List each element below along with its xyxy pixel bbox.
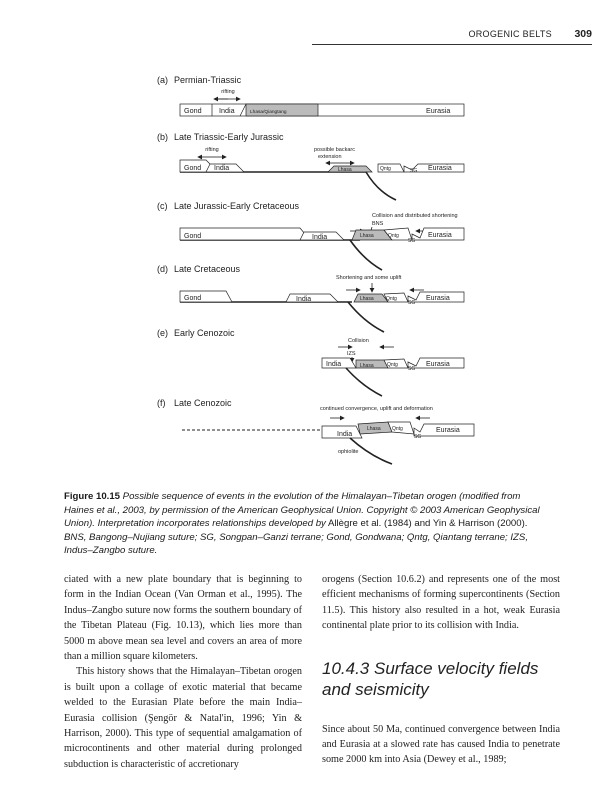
panel-c-bns: BNS <box>372 221 384 227</box>
caption-label: Figure 10.15 <box>64 491 120 502</box>
section-heading: 10.4.3 Surface velocity fields and seismicity <box>322 658 539 699</box>
body-paragraph: ciated with a new plate boundary that is beginning to form in the Indian Ocean (Van Orman et al., 1995). The Indus–Zangbo suture now forms the southern boundary of the Tibetan Plateau (Fig. 10.13), which lies more than 5000 m above mean sea level and covers an area of more than a million square kilometers. <box>64 574 302 663</box>
caption-reference: Allègre et al. (1984) and Yin & Harrison (2000). <box>328 518 528 530</box>
plate-sg: SG <box>410 168 418 174</box>
body-column-right <box>322 572 560 768</box>
caption-text: Possible sequence of events in the evolution of the Himalayan–Tibetan orogen (modified from Haines et al., 2003, by permission of the American Geophysical Union. Copyright © 2003 American Geophysical Union). Interpretation incorporates relationships developed by <box>64 491 540 530</box>
plate-india: India <box>337 431 353 438</box>
figure-diagram <box>0 60 615 480</box>
plate-lhasa: Lhasa <box>338 167 352 173</box>
panel-c <box>157 201 464 270</box>
plate-qntg: Qntg <box>392 426 403 432</box>
plate-lhasa-qiangtang: Lhasa/Qiangtang <box>250 110 287 115</box>
panel-d <box>157 264 464 332</box>
plate-eurasia: Eurasia <box>436 427 460 434</box>
panel-b-backarc-1: possible backarc <box>314 147 355 153</box>
header-rule <box>312 44 592 45</box>
plate-india: India <box>219 106 235 115</box>
plate-qntg: Qntg <box>380 166 391 172</box>
panel-b <box>157 132 464 200</box>
panel-d-label: (d) <box>157 264 168 274</box>
plate-eurasia: Eurasia <box>428 232 452 239</box>
body-column-left <box>64 572 302 772</box>
plate-sg: SG <box>414 434 422 440</box>
body-paragraph: Since about 50 Ma, continued convergence between India and Eurasia at a slowed rate has caused India to penetrate some 2000 km into Asia (Dewey et al., 1989; <box>322 723 560 766</box>
page-header <box>312 29 592 43</box>
plate-lhasa: Lhasa <box>367 426 381 432</box>
plate-lhasa: Lhasa <box>360 233 374 239</box>
running-title: OROGENIC BELTS <box>468 29 552 39</box>
panel-b-label: (b) <box>157 132 168 142</box>
plate-qntg: Qntg <box>387 362 398 368</box>
plate-eurasia: Eurasia <box>428 165 452 172</box>
plate-lhasa: Lhasa <box>360 296 374 302</box>
plate-qntg: Qntg <box>386 296 397 302</box>
figure-10-15 <box>0 60 615 485</box>
panel-f-note: continued convergence, uplift and deformation <box>320 406 433 412</box>
page-number: 309 <box>574 28 592 40</box>
figure-caption <box>64 490 550 558</box>
panel-b-backarc-2: extension <box>318 154 342 160</box>
panel-e-title: Early Cenozoic <box>174 328 235 338</box>
panel-a-title: Permian-Triassic <box>174 75 242 85</box>
panel-a-rifting: rifting <box>221 89 235 95</box>
panel-e-collision: Collision <box>348 338 369 344</box>
subducting-slab <box>348 302 384 332</box>
body-paragraph: orogens (Section 10.6.2) and represents one of the most efficient mechanisms of forming supercontinents (Section 11.5). This history also resulted in a hot, weak Eurasia continental plate prior to its collision with India. <box>322 574 560 632</box>
plate-qntg: Qntg <box>388 233 399 239</box>
plate-india: India <box>214 165 230 172</box>
plate-india: India <box>312 234 328 241</box>
panel-d-note: Shortening and some uplift <box>336 275 402 281</box>
plate-lhasa: Lhasa <box>360 363 374 369</box>
plate-eurasia: Eurasia <box>426 295 450 302</box>
panel-e-label: (e) <box>157 328 168 338</box>
subducting-slab <box>346 368 382 396</box>
panel-c-note: Collision and distributed shortening <box>372 213 458 219</box>
plate-india: India <box>326 361 342 368</box>
panel-e <box>157 328 464 396</box>
plate-gond: Gond <box>184 295 202 302</box>
plate-eurasia: Eurasia <box>426 106 451 115</box>
panel-c-label: (c) <box>157 201 168 211</box>
panel-f-title: Late Cenozoic <box>174 398 232 408</box>
plate-gond: Gond <box>184 106 202 115</box>
plate-india: India <box>296 296 312 303</box>
panel-a-label: (a) <box>157 75 168 85</box>
panel-b-title: Late Triassic-Early Jurassic <box>174 132 284 142</box>
panel-f-label: (f) <box>157 398 166 408</box>
panel-e-izs: IZS <box>347 351 356 357</box>
subducting-slab <box>366 172 396 200</box>
body-paragraph: This history shows that the Himalayan–Tibetan orogen is built upon a collage of exotic material that became welded to the Eurasian Plate before the main India–Eurasia collision (Şengör & Natal'in, 1996; Yin & Harrison, 2000). This type of sequential amalgamation of microcontinents and other material during prolonged subduction is characteristic of accretionary <box>64 666 302 770</box>
panel-f-ophiolite: ophiolite <box>338 449 359 455</box>
plate-sg: SG <box>408 238 416 244</box>
plate-sg: SG <box>408 366 416 372</box>
panel-b-rifting: rifting <box>205 147 219 153</box>
panel-f <box>157 398 474 464</box>
subducting-slab <box>350 240 382 270</box>
caption-abbreviations: BNS, Bangong–Nujiang suture; SG, Songpan–Ganzi terrane; Gond, Gondwana; Qntg, Qiantang terrane; IZS, Indus–Zangbo suture. <box>64 531 528 557</box>
plate-sg: SG <box>408 300 416 306</box>
panel-d-title: Late Cretaceous <box>174 264 241 274</box>
plate-eurasia: Eurasia <box>426 361 450 368</box>
panel-c-title: Late Jurassic-Early Cretaceous <box>174 201 300 211</box>
panel-a <box>157 75 464 116</box>
india-block <box>286 294 338 302</box>
plate-gond: Gond <box>184 165 202 172</box>
plate-gond: Gond <box>184 233 202 240</box>
